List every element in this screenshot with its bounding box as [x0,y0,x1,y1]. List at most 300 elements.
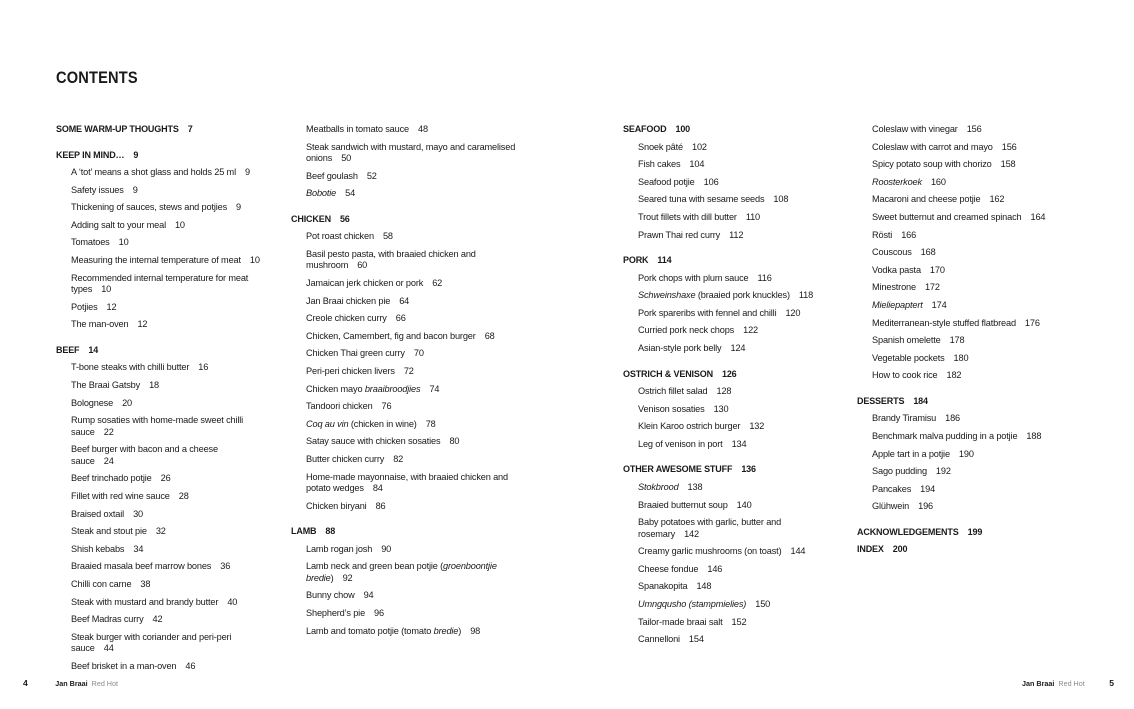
toc-entry-text: Curried pork neck chops [638,325,735,336]
toc-entry-text: Pancakes [872,483,912,494]
toc-entry-text: Lamb rogan josh [306,543,373,554]
toc-page-number: 22 [103,426,114,437]
toc-page-number: 26 [160,473,171,484]
toc-page-number: 44 [103,643,114,654]
toc-page-number: 150 [755,599,771,610]
toc-page-number: 9 [133,149,139,160]
toc-entry [56,632,262,655]
toc-page-number: 102 [692,141,707,152]
toc-entry-text: Chicken biryani [306,500,367,511]
toc-entry [56,614,262,626]
toc-entry-text: Pork chops with plum sauce [638,272,749,283]
toc-entry-text: Couscous [872,247,912,258]
toc-page-number: 190 [958,448,974,459]
toc-entry [56,579,262,591]
toc-entry [291,561,521,584]
toc-entry-text: LAMB [291,526,317,537]
footer-author: Jan Braai [55,679,88,688]
toc-entry-text: Asian-style pork belly [638,343,722,354]
toc-entry [56,491,262,503]
page-number-left: 4 [23,678,28,688]
toc-page-number: 184 [913,395,928,406]
toc-page-number: 62 [432,278,443,289]
toc-page-number: 142 [684,528,699,539]
toc-page-number: 158 [1000,159,1016,170]
toc-entry [291,501,521,513]
toc-page-number: 94 [363,590,374,601]
toc-entry-text: Steak with mustard and brandy butter [71,596,219,607]
toc-entry [291,608,521,620]
toc-entry [623,599,828,611]
toc-entry [857,177,1082,189]
toc-entry-italic: Coq au vin [306,418,349,429]
toc-entry-text: Prawn Thai red curry [638,229,721,240]
toc-entry-text: Vodka pasta [872,264,921,275]
toc-entry [857,159,1082,171]
toc-page-number: 130 [713,403,729,414]
toc-entry-text: A ‘tot’ means a shot glass and holds 25 ml [71,167,236,178]
toc-entry-text: Tandoori chicken [306,401,373,412]
toc-page-number: 9 [244,167,250,178]
toc-entry [56,415,262,438]
toc-page-number: 146 [707,563,723,574]
toc-entry-text: Chicken, Camembert, fig and bacon burger [306,330,476,341]
toc-entry [56,526,262,538]
toc-entry [857,265,1082,277]
toc-entry [56,661,262,673]
toc-entry [623,564,828,576]
toc-entry-text: OTHER AWESOME STUFF [623,464,733,475]
footer-right [1022,678,1114,688]
toc-entry-text: (braaied pork knuckles) [695,290,790,301]
toc-page-number: 12 [106,301,117,312]
toc-entry-text: Home-made mayonnaise, with braaied chicken and potato wedges [306,471,508,494]
toc-entry [623,230,828,242]
toc-entry [623,273,828,285]
toc-entry-text: Cheese fondue [638,563,699,574]
toc-page-number: 118 [798,290,814,301]
toc-entry-text: CHICKEN [291,213,331,224]
toc-entry-text: Jamaican jerk chicken or pork [306,278,424,289]
toc-entry-text: Benchmark malva pudding in a potjie [872,431,1018,441]
toc-entry [623,177,828,189]
toc-entry [56,167,262,179]
toc-entry-text: Spanakopita [638,581,688,592]
toc-page-number: 58 [382,231,393,242]
toc-entry-text: Braised oxtail [71,508,125,519]
toc-entry [56,255,262,267]
toc-page-number: 28 [178,491,189,501]
toc-page-number: 166 [901,229,917,240]
toc-entry [291,366,521,378]
toc-entry-text: Chilli con carne [71,578,132,589]
toc-entry [56,319,262,331]
toc-entry-text: Beef goulash [306,170,358,181]
toc-entry-italic: Schweinshaxe [638,290,696,301]
toc-page-number: 12 [137,319,148,330]
toc-entry [857,353,1082,365]
toc-entry [623,634,828,646]
toc-page-number: 46 [185,660,196,671]
toc-page-number: 144 [790,546,806,557]
toc-entry [56,444,262,467]
toc-entry-text: Fillet with red wine sauce [71,491,170,501]
toc-entry-text: Leg of venison in port [638,438,723,449]
toc-entry-text: Bunny chow [306,590,355,601]
toc-entry [623,308,828,320]
toc-entry [56,473,262,485]
toc-page-number: 168 [920,247,936,258]
toc-entry-text: (chicken in wine) [348,418,417,429]
toc-entry-text: ACKNOWLEDGEMENTS [857,526,959,537]
toc-entry [623,546,828,558]
toc-page-number: 194 [920,483,936,494]
toc-page-number: 156 [1001,141,1017,152]
toc-entry-italic: Mieliepaptert [872,299,923,310]
toc-page-number: 10 [249,255,260,266]
toc-entry [623,581,828,593]
toc-page-number: 90 [381,543,392,554]
toc-entry-text: Thickening of sauces, stews and potjies [71,202,228,213]
toc-entry [857,194,1082,206]
toc-section-heading [623,255,828,267]
toc-entry-italic: Stokbrood [638,482,679,492]
toc-entry [623,212,828,224]
toc-entry [857,230,1082,242]
toc-entry [623,439,828,451]
toc-page-number: 76 [381,401,392,412]
toc-entry-text: KEEP IN MIND… [56,149,125,160]
toc-entry [56,380,262,392]
toc-entry-text: Sago pudding [872,466,927,477]
toc-entry-text: Spicy potato soup with chorizo [872,159,992,170]
page-number-right: 5 [1109,678,1114,688]
toc-page-number: 199 [967,526,983,537]
toc-section-heading [56,345,262,357]
toc-page-number: 160 [930,176,946,187]
toc-page-number: 48 [417,124,428,134]
toc-entry [56,302,262,314]
toc-entry-text: Creole chicken curry [306,313,387,324]
toc-entry-italic: Roosterkoek [872,176,922,187]
toc-page-number: 96 [374,608,384,619]
toc-entry [291,313,521,325]
toc-section-heading [291,214,521,226]
toc-entry-text: Venison sosaties [638,403,705,414]
footer-author-right: Jan Braai [1022,679,1055,688]
toc-entry-text: Cannelloni [638,634,680,645]
toc-page-number: 138 [687,482,703,492]
toc-page-number: 156 [966,124,982,134]
toc-entry [291,331,521,343]
toc-section-heading [857,544,1082,556]
toc-entry-text: Beef trinchado potjie [71,473,152,484]
toc-entry-text: Ostrich fillet salad [638,386,708,397]
toc-page-number: 70 [413,348,424,359]
toc-entry-italic: groenboontjie bredie [306,561,497,583]
toc-page-number: 152 [731,616,747,627]
toc-entry-text: Tomatoes [71,237,110,248]
toc-entry-text: Apple tart in a potjie [872,448,950,459]
toc-entry [291,626,521,638]
toc-page-number: 60 [357,260,368,271]
toc-page-number: 36 [220,561,231,572]
toc-page-number: 162 [989,194,1005,205]
toc-entry-text: Seafood potjie [638,176,695,187]
toc-page-number: 148 [696,581,712,592]
toc-page-number: 72 [403,366,414,377]
toc-page-number: 74 [429,383,440,394]
toc-page-number: 182 [946,370,962,381]
toc-page-number: 10 [101,284,112,295]
toc-entry-text: OSTRICH & VENISON [623,368,713,379]
toc-page-number: 50 [341,153,352,164]
toc-page-number: 54 [345,188,356,199]
toc-entry [623,159,828,171]
toc-entry [623,500,828,512]
toc-entry-text: Shish kebabs [71,543,125,554]
toc-section-heading [291,526,521,538]
toc-entry-text: DESSERTS [857,395,905,406]
toc-entry [56,362,262,374]
toc-entry [56,273,262,296]
toc-entry-text: Creamy garlic mushrooms (on toast) [638,546,782,557]
toc-page-number: 192 [935,466,951,477]
toc-page-number: 16 [198,362,209,373]
toc-entry [857,247,1082,259]
toc-entry [291,454,521,466]
toc-page-number: 10 [174,219,185,230]
toc-page-number: 116 [757,272,772,283]
toc-page-number: 128 [716,386,732,397]
toc-entry-text: Chicken mayo [306,383,365,394]
toc-entry [56,509,262,521]
toc-entry-text: Pork spareribs with fennel and chilli [638,307,777,318]
toc-page-number: 178 [949,335,965,346]
toc-page-number: 122 [743,325,759,336]
toc-entry-text: Meatballs in tomato sauce [306,124,409,134]
toc-entry [857,413,1082,425]
toc-page-number: 196 [918,501,933,512]
toc-section-heading [56,150,262,162]
toc-entry-text: Beef brisket in a man-oven [71,660,177,671]
toc-entry [857,212,1082,224]
toc-entry-text: How to cook rice [872,370,938,381]
footer-book-title: Red Hot [91,679,118,688]
toc-entry-text: Rösti [872,229,893,240]
toc-page-number: 114 [657,255,672,266]
toc-entry-text: Brandy Tiramisu [872,413,937,424]
toc-entry [623,142,828,154]
toc-entry-text: Vegetable pockets [872,352,945,363]
toc-page-number: 180 [953,352,969,363]
toc-page-number: 9 [236,202,242,213]
toc-entry-text: The man-oven [71,319,129,330]
toc-page-number: 120 [785,307,801,318]
toc-entry-text: Shepherd’s pie [306,608,366,619]
toc-entry-text: Spanish omelette [872,335,941,346]
toc-entry [56,220,262,232]
toc-page-number: 7 [187,124,193,134]
toc-page-number: 104 [689,159,705,170]
toc-page-number: 98 [470,625,481,636]
toc-page-number: 68 [484,330,495,341]
toc-page-number: 140 [736,499,752,510]
toc-entry [857,370,1082,382]
toc-page-number: 88 [325,526,336,537]
toc-entry [291,348,521,360]
toc-entry [623,421,828,433]
toc-page-number: 32 [155,526,166,537]
toc-page-number: 30 [133,508,143,519]
toc-entry-text: Adding salt to your meal [71,219,166,230]
toc-entry-text: Bolognese [71,397,114,408]
toc-entry [291,296,521,308]
toc-entry-italic: braaibroodjies [364,383,421,394]
toc-entry-italic: Bobotie [306,188,337,199]
toc-entry-text: Lamb and tomato potjie (tomato [306,625,434,636]
toc-entry-text: Recommended internal temperature for meat types [71,272,249,295]
toc-entry [623,517,828,540]
toc-entry [56,561,262,573]
toc-entry [857,431,1082,443]
toc-entry [623,194,828,206]
toc-page-number: 136 [741,464,756,475]
toc-page-number: 14 [88,344,99,355]
toc-entry [56,202,262,214]
toc-page-number: 9 [132,184,138,195]
toc-entry [857,142,1082,154]
toc-entry-italic: bredie [433,625,459,636]
toc-entry-text-end: ) [458,625,462,636]
toc-entry [857,484,1082,496]
toc-column-1 [56,124,262,678]
toc-entry-text: Peri-peri chicken livers [306,366,395,377]
toc-entry [56,597,262,609]
toc-entry-text: SEAFOOD [623,124,667,134]
toc-page-number: 186 [945,413,961,424]
toc-page-number: 52 [366,170,377,181]
toc-entry [291,436,521,448]
toc-page-number: 132 [749,421,765,432]
toc-column-2 [291,124,521,643]
toc-page-number: 112 [729,229,744,240]
toc-page-number: 176 [1024,317,1040,328]
toc-entry-text: Snoek pâté [638,141,683,152]
toc-section-heading [857,396,1082,408]
toc-entry [623,325,828,337]
toc-entry [623,386,828,398]
toc-entry-text: Coleslaw with carrot and mayo [872,141,993,152]
toc-page-number: 188 [1026,431,1042,441]
toc-entry [623,617,828,629]
toc-entry-text: PORK [623,255,649,266]
toc-entry [291,472,521,495]
toc-entry-text: Safety issues [71,184,124,195]
toc-page-number: 56 [339,213,350,224]
toc-page-number: 86 [375,500,386,511]
toc-page-number: 154 [688,634,704,645]
toc-entry [291,171,521,183]
toc-entry [291,188,521,200]
toc-entry [857,501,1082,513]
toc-entry [56,237,262,249]
toc-section-heading [857,527,1082,539]
toc-entry [56,398,262,410]
toc-entry-text: Tailor-made braai salt [638,616,723,627]
toc-page-number: 92 [342,572,353,583]
toc-entry-text: Macaroni and cheese potjie [872,194,981,205]
toc-page-number: 110 [745,211,761,222]
toc-entry [857,300,1082,312]
toc-page-number: 106 [703,176,719,187]
toc-entry-text: INDEX [857,544,884,555]
toc-entry [291,278,521,290]
toc-entry [291,249,521,272]
toc-page-number: 40 [227,596,238,607]
toc-entry-text: Satay sauce with chicken sosaties [306,436,441,447]
toc-page-number: 18 [149,380,160,391]
toc-entry-text: Sweet butternut and creamed spinach [872,211,1022,222]
toc-entry [623,290,828,302]
toc-entry-text: Measuring the internal temperature of meat [71,255,241,266]
toc-page-number: 82 [393,454,404,464]
toc-section-heading [623,369,828,381]
toc-entry-text: Rump sosaties with home-made sweet chilli sauce [71,415,244,437]
toc-page-number: 78 [425,418,436,429]
toc-page-number: 66 [395,313,406,324]
toc-entry-text: Trout fillets with dill butter [638,211,737,222]
toc-entry [56,544,262,556]
toc-page-number: 164 [1030,211,1046,222]
toc-entry [857,466,1082,478]
toc-entry [291,401,521,413]
toc-page-number: 126 [721,368,737,379]
toc-page-number: 64 [399,295,410,306]
toc-entry [291,231,521,243]
toc-entry [857,124,1082,136]
toc-page-number: 20 [122,397,132,408]
toc-page-number: 174 [931,299,947,310]
toc-section-heading [623,464,828,476]
toc-page-number: 170 [929,264,945,275]
toc-entry-text: SOME WARM-UP THOUGHTS [56,124,179,134]
toc-page-number: 200 [892,544,908,555]
toc-entry-text: Steak and stout pie [71,526,147,537]
toc-entry [291,544,521,556]
toc-entry-text: Baby potatoes with garlic, butter and rosemary [638,517,782,539]
toc-entry-text: Lamb neck and green bean potjie ( [306,561,444,572]
toc-entry-text: Basil pesto pasta, with braaied chicken and mushroom [306,248,476,271]
toc-page-number: 134 [731,438,747,449]
toc-entry-text: Chicken Thai green curry [306,348,405,359]
toc-entry-text-end: ) [330,572,334,583]
toc-entry-text: Butter chicken curry [306,454,385,464]
toc-entry-text: Steak sandwich with mustard, mayo and caramelised onions [306,141,516,164]
toc-entry-text: Fish cakes [638,159,681,170]
toc-page-number: 172 [924,282,940,293]
toc-entry-text: T-bone steaks with chilli butter [71,362,190,373]
toc-entry [857,449,1082,461]
toc-page-number: 80 [449,436,460,447]
toc-entry-text: Braaied butternut soup [638,499,728,510]
toc-entry [623,482,828,494]
toc-entry-text: Steak burger with coriander and peri-peri sauce [71,631,232,654]
toc-page-number: 42 [152,614,163,625]
toc-entry [291,590,521,602]
page-title: CONTENTS [56,68,138,87]
toc-page-number: 10 [118,237,129,248]
